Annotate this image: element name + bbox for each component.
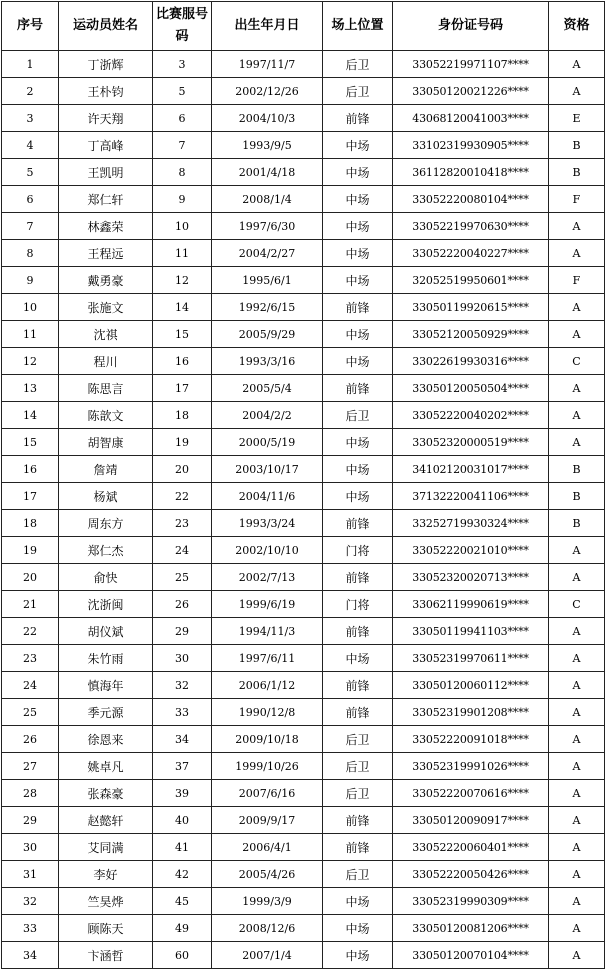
cell-position: 前锋 bbox=[323, 699, 393, 726]
cell-birthdate: 1993/3/24 bbox=[212, 510, 323, 537]
cell-eligibility: A bbox=[549, 672, 605, 699]
cell-position: 后卫 bbox=[323, 51, 393, 78]
cell-jersey: 20 bbox=[153, 456, 212, 483]
cell-birthdate: 2009/9/17 bbox=[212, 807, 323, 834]
cell-jersey: 19 bbox=[153, 429, 212, 456]
cell-birthdate: 1997/6/30 bbox=[212, 213, 323, 240]
col-header-jersey: 比赛服号码 bbox=[153, 2, 212, 51]
cell-eligibility: A bbox=[549, 780, 605, 807]
cell-jersey: 14 bbox=[153, 294, 212, 321]
col-header-index: 序号 bbox=[2, 2, 59, 51]
cell-id-number: 37132220041106**** bbox=[393, 483, 549, 510]
cell-name: 季元源 bbox=[59, 699, 153, 726]
cell-index: 24 bbox=[2, 672, 59, 699]
cell-name: 张施文 bbox=[59, 294, 153, 321]
cell-index: 15 bbox=[2, 429, 59, 456]
cell-name: 丁高峰 bbox=[59, 132, 153, 159]
table-row bbox=[2, 456, 605, 483]
cell-birthdate: 2000/5/19 bbox=[212, 429, 323, 456]
col-header-eligibility: 资格 bbox=[549, 2, 605, 51]
cell-name: 卞涵哲 bbox=[59, 942, 153, 969]
cell-name: 张森豪 bbox=[59, 780, 153, 807]
table-row bbox=[2, 213, 605, 240]
table-row bbox=[2, 267, 605, 294]
cell-birthdate: 2007/6/16 bbox=[212, 780, 323, 807]
cell-eligibility: F bbox=[549, 186, 605, 213]
cell-jersey: 26 bbox=[153, 591, 212, 618]
cell-birthdate: 2005/4/26 bbox=[212, 861, 323, 888]
cell-position: 前锋 bbox=[323, 564, 393, 591]
cell-id-number: 33050119941103**** bbox=[393, 618, 549, 645]
cell-jersey: 33 bbox=[153, 699, 212, 726]
cell-birthdate: 1997/6/11 bbox=[212, 645, 323, 672]
cell-position: 中场 bbox=[323, 321, 393, 348]
cell-jersey: 6 bbox=[153, 105, 212, 132]
cell-birthdate: 2002/12/26 bbox=[212, 78, 323, 105]
cell-id-number: 34102120031017**** bbox=[393, 456, 549, 483]
cell-jersey: 30 bbox=[153, 645, 212, 672]
cell-birthdate: 2004/11/6 bbox=[212, 483, 323, 510]
cell-jersey: 8 bbox=[153, 159, 212, 186]
cell-position: 中场 bbox=[323, 915, 393, 942]
col-header-birthdate: 出生年月日 bbox=[212, 2, 323, 51]
table-row bbox=[2, 834, 605, 861]
cell-eligibility: A bbox=[549, 51, 605, 78]
cell-index: 21 bbox=[2, 591, 59, 618]
cell-jersey: 18 bbox=[153, 402, 212, 429]
cell-eligibility: F bbox=[549, 267, 605, 294]
table-row bbox=[2, 645, 605, 672]
cell-id-number: 33052319901208**** bbox=[393, 699, 549, 726]
cell-birthdate: 2009/10/18 bbox=[212, 726, 323, 753]
cell-position: 中场 bbox=[323, 186, 393, 213]
cell-birthdate: 2004/2/2 bbox=[212, 402, 323, 429]
cell-id-number: 33052320000519**** bbox=[393, 429, 549, 456]
cell-jersey: 5 bbox=[153, 78, 212, 105]
table-row bbox=[2, 159, 605, 186]
cell-position: 前锋 bbox=[323, 375, 393, 402]
cell-index: 32 bbox=[2, 888, 59, 915]
cell-birthdate: 1992/6/15 bbox=[212, 294, 323, 321]
table-row bbox=[2, 888, 605, 915]
cell-index: 33 bbox=[2, 915, 59, 942]
cell-position: 中场 bbox=[323, 132, 393, 159]
table-row bbox=[2, 375, 605, 402]
roster-table bbox=[1, 1, 605, 969]
cell-name: 王朴钧 bbox=[59, 78, 153, 105]
cell-jersey: 40 bbox=[153, 807, 212, 834]
cell-name: 詹靖 bbox=[59, 456, 153, 483]
cell-jersey: 22 bbox=[153, 483, 212, 510]
cell-jersey: 29 bbox=[153, 618, 212, 645]
table-row bbox=[2, 861, 605, 888]
col-header-position: 场上位置 bbox=[323, 2, 393, 51]
cell-name: 李好 bbox=[59, 861, 153, 888]
cell-name: 丁浙辉 bbox=[59, 51, 153, 78]
cell-index: 8 bbox=[2, 240, 59, 267]
cell-index: 4 bbox=[2, 132, 59, 159]
cell-position: 中场 bbox=[323, 483, 393, 510]
table-row bbox=[2, 483, 605, 510]
cell-birthdate: 1997/11/7 bbox=[212, 51, 323, 78]
table-row bbox=[2, 294, 605, 321]
cell-id-number: 33252719930324**** bbox=[393, 510, 549, 537]
header-row bbox=[2, 2, 605, 51]
cell-birthdate: 2005/9/29 bbox=[212, 321, 323, 348]
cell-birthdate: 1994/11/3 bbox=[212, 618, 323, 645]
cell-name: 林鑫荣 bbox=[59, 213, 153, 240]
cell-index: 18 bbox=[2, 510, 59, 537]
cell-id-number: 33062119990619**** bbox=[393, 591, 549, 618]
cell-birthdate: 1999/3/9 bbox=[212, 888, 323, 915]
cell-index: 26 bbox=[2, 726, 59, 753]
cell-position: 前锋 bbox=[323, 510, 393, 537]
cell-birthdate: 2008/1/4 bbox=[212, 186, 323, 213]
cell-eligibility: B bbox=[549, 456, 605, 483]
cell-position: 中场 bbox=[323, 888, 393, 915]
cell-name: 许天翔 bbox=[59, 105, 153, 132]
cell-birthdate: 2002/10/10 bbox=[212, 537, 323, 564]
cell-index: 3 bbox=[2, 105, 59, 132]
table-row bbox=[2, 348, 605, 375]
cell-position: 后卫 bbox=[323, 402, 393, 429]
cell-name: 程川 bbox=[59, 348, 153, 375]
cell-eligibility: A bbox=[549, 375, 605, 402]
cell-name: 王凯明 bbox=[59, 159, 153, 186]
cell-index: 28 bbox=[2, 780, 59, 807]
cell-index: 30 bbox=[2, 834, 59, 861]
cell-birthdate: 1999/6/19 bbox=[212, 591, 323, 618]
table-row bbox=[2, 186, 605, 213]
table-row bbox=[2, 564, 605, 591]
cell-jersey: 23 bbox=[153, 510, 212, 537]
table-row bbox=[2, 591, 605, 618]
cell-name: 沈祺 bbox=[59, 321, 153, 348]
cell-id-number: 33050120060112**** bbox=[393, 672, 549, 699]
cell-position: 门将 bbox=[323, 537, 393, 564]
cell-id-number: 33050120090917**** bbox=[393, 807, 549, 834]
cell-position: 前锋 bbox=[323, 834, 393, 861]
cell-position: 中场 bbox=[323, 240, 393, 267]
cell-index: 22 bbox=[2, 618, 59, 645]
cell-index: 5 bbox=[2, 159, 59, 186]
cell-birthdate: 2003/10/17 bbox=[212, 456, 323, 483]
cell-index: 14 bbox=[2, 402, 59, 429]
cell-position: 中场 bbox=[323, 429, 393, 456]
cell-birthdate: 1995/6/1 bbox=[212, 267, 323, 294]
cell-birthdate: 2004/2/27 bbox=[212, 240, 323, 267]
cell-position: 中场 bbox=[323, 159, 393, 186]
cell-eligibility: A bbox=[549, 861, 605, 888]
table-row bbox=[2, 915, 605, 942]
cell-id-number: 33052220021010**** bbox=[393, 537, 549, 564]
cell-birthdate: 1990/12/8 bbox=[212, 699, 323, 726]
cell-name: 竺昊烨 bbox=[59, 888, 153, 915]
cell-eligibility: B bbox=[549, 159, 605, 186]
cell-eligibility: A bbox=[549, 753, 605, 780]
cell-name: 沈浙闽 bbox=[59, 591, 153, 618]
cell-name: 陈思言 bbox=[59, 375, 153, 402]
cell-index: 31 bbox=[2, 861, 59, 888]
cell-id-number: 33050120081206**** bbox=[393, 915, 549, 942]
cell-name: 郑仁轩 bbox=[59, 186, 153, 213]
table-row bbox=[2, 807, 605, 834]
cell-position: 门将 bbox=[323, 591, 393, 618]
cell-id-number: 33052220040202**** bbox=[393, 402, 549, 429]
cell-eligibility: A bbox=[549, 699, 605, 726]
cell-position: 前锋 bbox=[323, 807, 393, 834]
cell-eligibility: A bbox=[549, 618, 605, 645]
cell-jersey: 37 bbox=[153, 753, 212, 780]
col-header-id-number: 身份证号码 bbox=[393, 2, 549, 51]
cell-id-number: 33052319991026**** bbox=[393, 753, 549, 780]
cell-jersey: 17 bbox=[153, 375, 212, 402]
cell-eligibility: A bbox=[549, 321, 605, 348]
cell-index: 7 bbox=[2, 213, 59, 240]
cell-eligibility: A bbox=[549, 888, 605, 915]
cell-eligibility: A bbox=[549, 726, 605, 753]
cell-id-number: 33052219970630**** bbox=[393, 213, 549, 240]
table-row bbox=[2, 240, 605, 267]
cell-id-number: 33052320020713**** bbox=[393, 564, 549, 591]
cell-eligibility: B bbox=[549, 132, 605, 159]
cell-birthdate: 2002/7/13 bbox=[212, 564, 323, 591]
cell-eligibility: A bbox=[549, 537, 605, 564]
cell-name: 戴勇豪 bbox=[59, 267, 153, 294]
table-row bbox=[2, 672, 605, 699]
cell-birthdate: 2006/1/12 bbox=[212, 672, 323, 699]
cell-jersey: 9 bbox=[153, 186, 212, 213]
cell-position: 后卫 bbox=[323, 726, 393, 753]
cell-index: 1 bbox=[2, 51, 59, 78]
cell-name: 慎海年 bbox=[59, 672, 153, 699]
cell-index: 34 bbox=[2, 942, 59, 969]
cell-jersey: 25 bbox=[153, 564, 212, 591]
cell-eligibility: A bbox=[549, 402, 605, 429]
table-row bbox=[2, 105, 605, 132]
cell-id-number: 33052220050426**** bbox=[393, 861, 549, 888]
cell-eligibility: A bbox=[549, 807, 605, 834]
cell-index: 27 bbox=[2, 753, 59, 780]
cell-id-number: 33052120050929**** bbox=[393, 321, 549, 348]
cell-birthdate: 1993/3/16 bbox=[212, 348, 323, 375]
cell-birthdate: 1993/9/5 bbox=[212, 132, 323, 159]
cell-index: 12 bbox=[2, 348, 59, 375]
cell-index: 11 bbox=[2, 321, 59, 348]
cell-position: 前锋 bbox=[323, 618, 393, 645]
col-header-name: 运动员姓名 bbox=[59, 2, 153, 51]
roster-body bbox=[2, 51, 605, 969]
cell-eligibility: C bbox=[549, 591, 605, 618]
cell-name: 姚卓凡 bbox=[59, 753, 153, 780]
cell-position: 后卫 bbox=[323, 753, 393, 780]
cell-birthdate: 2001/4/18 bbox=[212, 159, 323, 186]
cell-index: 9 bbox=[2, 267, 59, 294]
cell-id-number: 33052219971107**** bbox=[393, 51, 549, 78]
cell-name: 胡仪斌 bbox=[59, 618, 153, 645]
cell-eligibility: A bbox=[549, 834, 605, 861]
cell-id-number: 33052220091018**** bbox=[393, 726, 549, 753]
cell-jersey: 41 bbox=[153, 834, 212, 861]
table-row bbox=[2, 51, 605, 78]
cell-birthdate: 2006/4/1 bbox=[212, 834, 323, 861]
table-row bbox=[2, 618, 605, 645]
cell-index: 19 bbox=[2, 537, 59, 564]
cell-index: 13 bbox=[2, 375, 59, 402]
cell-index: 25 bbox=[2, 699, 59, 726]
table-row bbox=[2, 942, 605, 969]
cell-jersey: 11 bbox=[153, 240, 212, 267]
table-row bbox=[2, 402, 605, 429]
table-row bbox=[2, 321, 605, 348]
cell-birthdate: 2007/1/4 bbox=[212, 942, 323, 969]
cell-name: 周东方 bbox=[59, 510, 153, 537]
cell-position: 中场 bbox=[323, 645, 393, 672]
cell-birthdate: 2008/12/6 bbox=[212, 915, 323, 942]
cell-eligibility: A bbox=[549, 78, 605, 105]
cell-name: 王程远 bbox=[59, 240, 153, 267]
table-row bbox=[2, 699, 605, 726]
cell-jersey: 39 bbox=[153, 780, 212, 807]
cell-jersey: 3 bbox=[153, 51, 212, 78]
cell-name: 俞快 bbox=[59, 564, 153, 591]
cell-position: 后卫 bbox=[323, 78, 393, 105]
cell-index: 6 bbox=[2, 186, 59, 213]
cell-id-number: 33102319930905**** bbox=[393, 132, 549, 159]
cell-id-number: 33050120070104**** bbox=[393, 942, 549, 969]
cell-jersey: 7 bbox=[153, 132, 212, 159]
cell-eligibility: A bbox=[549, 294, 605, 321]
cell-jersey: 49 bbox=[153, 915, 212, 942]
cell-position: 中场 bbox=[323, 942, 393, 969]
cell-id-number: 33050120021226**** bbox=[393, 78, 549, 105]
cell-position: 后卫 bbox=[323, 780, 393, 807]
cell-name: 艾同满 bbox=[59, 834, 153, 861]
table-row bbox=[2, 429, 605, 456]
cell-index: 2 bbox=[2, 78, 59, 105]
cell-id-number: 33050120050504**** bbox=[393, 375, 549, 402]
cell-jersey: 12 bbox=[153, 267, 212, 294]
cell-id-number: 33052220060401**** bbox=[393, 834, 549, 861]
cell-jersey: 15 bbox=[153, 321, 212, 348]
cell-position: 中场 bbox=[323, 456, 393, 483]
cell-id-number: 33022619930316**** bbox=[393, 348, 549, 375]
cell-name: 赵懿轩 bbox=[59, 807, 153, 834]
cell-position: 中场 bbox=[323, 267, 393, 294]
cell-position: 前锋 bbox=[323, 105, 393, 132]
table-row bbox=[2, 726, 605, 753]
cell-id-number: 36112820010418**** bbox=[393, 159, 549, 186]
cell-id-number: 43068120041003**** bbox=[393, 105, 549, 132]
cell-id-number: 32052519950601**** bbox=[393, 267, 549, 294]
table-row bbox=[2, 510, 605, 537]
cell-eligibility: B bbox=[549, 483, 605, 510]
cell-id-number: 33052220080104**** bbox=[393, 186, 549, 213]
cell-jersey: 32 bbox=[153, 672, 212, 699]
cell-jersey: 24 bbox=[153, 537, 212, 564]
cell-eligibility: A bbox=[549, 240, 605, 267]
cell-eligibility: C bbox=[549, 348, 605, 375]
cell-eligibility: A bbox=[549, 915, 605, 942]
cell-name: 杨斌 bbox=[59, 483, 153, 510]
cell-index: 20 bbox=[2, 564, 59, 591]
cell-eligibility: A bbox=[549, 429, 605, 456]
cell-position: 中场 bbox=[323, 213, 393, 240]
cell-jersey: 60 bbox=[153, 942, 212, 969]
cell-name: 胡智康 bbox=[59, 429, 153, 456]
cell-position: 中场 bbox=[323, 348, 393, 375]
cell-eligibility: E bbox=[549, 105, 605, 132]
cell-eligibility: B bbox=[549, 510, 605, 537]
cell-id-number: 33052319990309**** bbox=[393, 888, 549, 915]
cell-jersey: 10 bbox=[153, 213, 212, 240]
cell-eligibility: A bbox=[549, 645, 605, 672]
cell-name: 顾陈天 bbox=[59, 915, 153, 942]
cell-index: 10 bbox=[2, 294, 59, 321]
cell-eligibility: A bbox=[549, 564, 605, 591]
cell-name: 陈歆文 bbox=[59, 402, 153, 429]
cell-jersey: 45 bbox=[153, 888, 212, 915]
cell-position: 前锋 bbox=[323, 672, 393, 699]
cell-jersey: 34 bbox=[153, 726, 212, 753]
cell-birthdate: 2005/5/4 bbox=[212, 375, 323, 402]
cell-birthdate: 1999/10/26 bbox=[212, 753, 323, 780]
table-row bbox=[2, 537, 605, 564]
cell-index: 17 bbox=[2, 483, 59, 510]
cell-name: 徐恩来 bbox=[59, 726, 153, 753]
cell-id-number: 33052319970611**** bbox=[393, 645, 549, 672]
cell-index: 23 bbox=[2, 645, 59, 672]
cell-eligibility: A bbox=[549, 942, 605, 969]
cell-birthdate: 2004/10/3 bbox=[212, 105, 323, 132]
cell-name: 郑仁杰 bbox=[59, 537, 153, 564]
cell-position: 前锋 bbox=[323, 294, 393, 321]
cell-position: 后卫 bbox=[323, 861, 393, 888]
table-row bbox=[2, 78, 605, 105]
cell-index: 16 bbox=[2, 456, 59, 483]
cell-id-number: 33050119920615**** bbox=[393, 294, 549, 321]
table-row bbox=[2, 753, 605, 780]
cell-jersey: 42 bbox=[153, 861, 212, 888]
cell-id-number: 33052220070616**** bbox=[393, 780, 549, 807]
cell-eligibility: A bbox=[549, 213, 605, 240]
cell-id-number: 33052220040227**** bbox=[393, 240, 549, 267]
cell-name: 朱竹雨 bbox=[59, 645, 153, 672]
cell-index: 29 bbox=[2, 807, 59, 834]
table-row bbox=[2, 132, 605, 159]
table-row bbox=[2, 780, 605, 807]
cell-jersey: 16 bbox=[153, 348, 212, 375]
